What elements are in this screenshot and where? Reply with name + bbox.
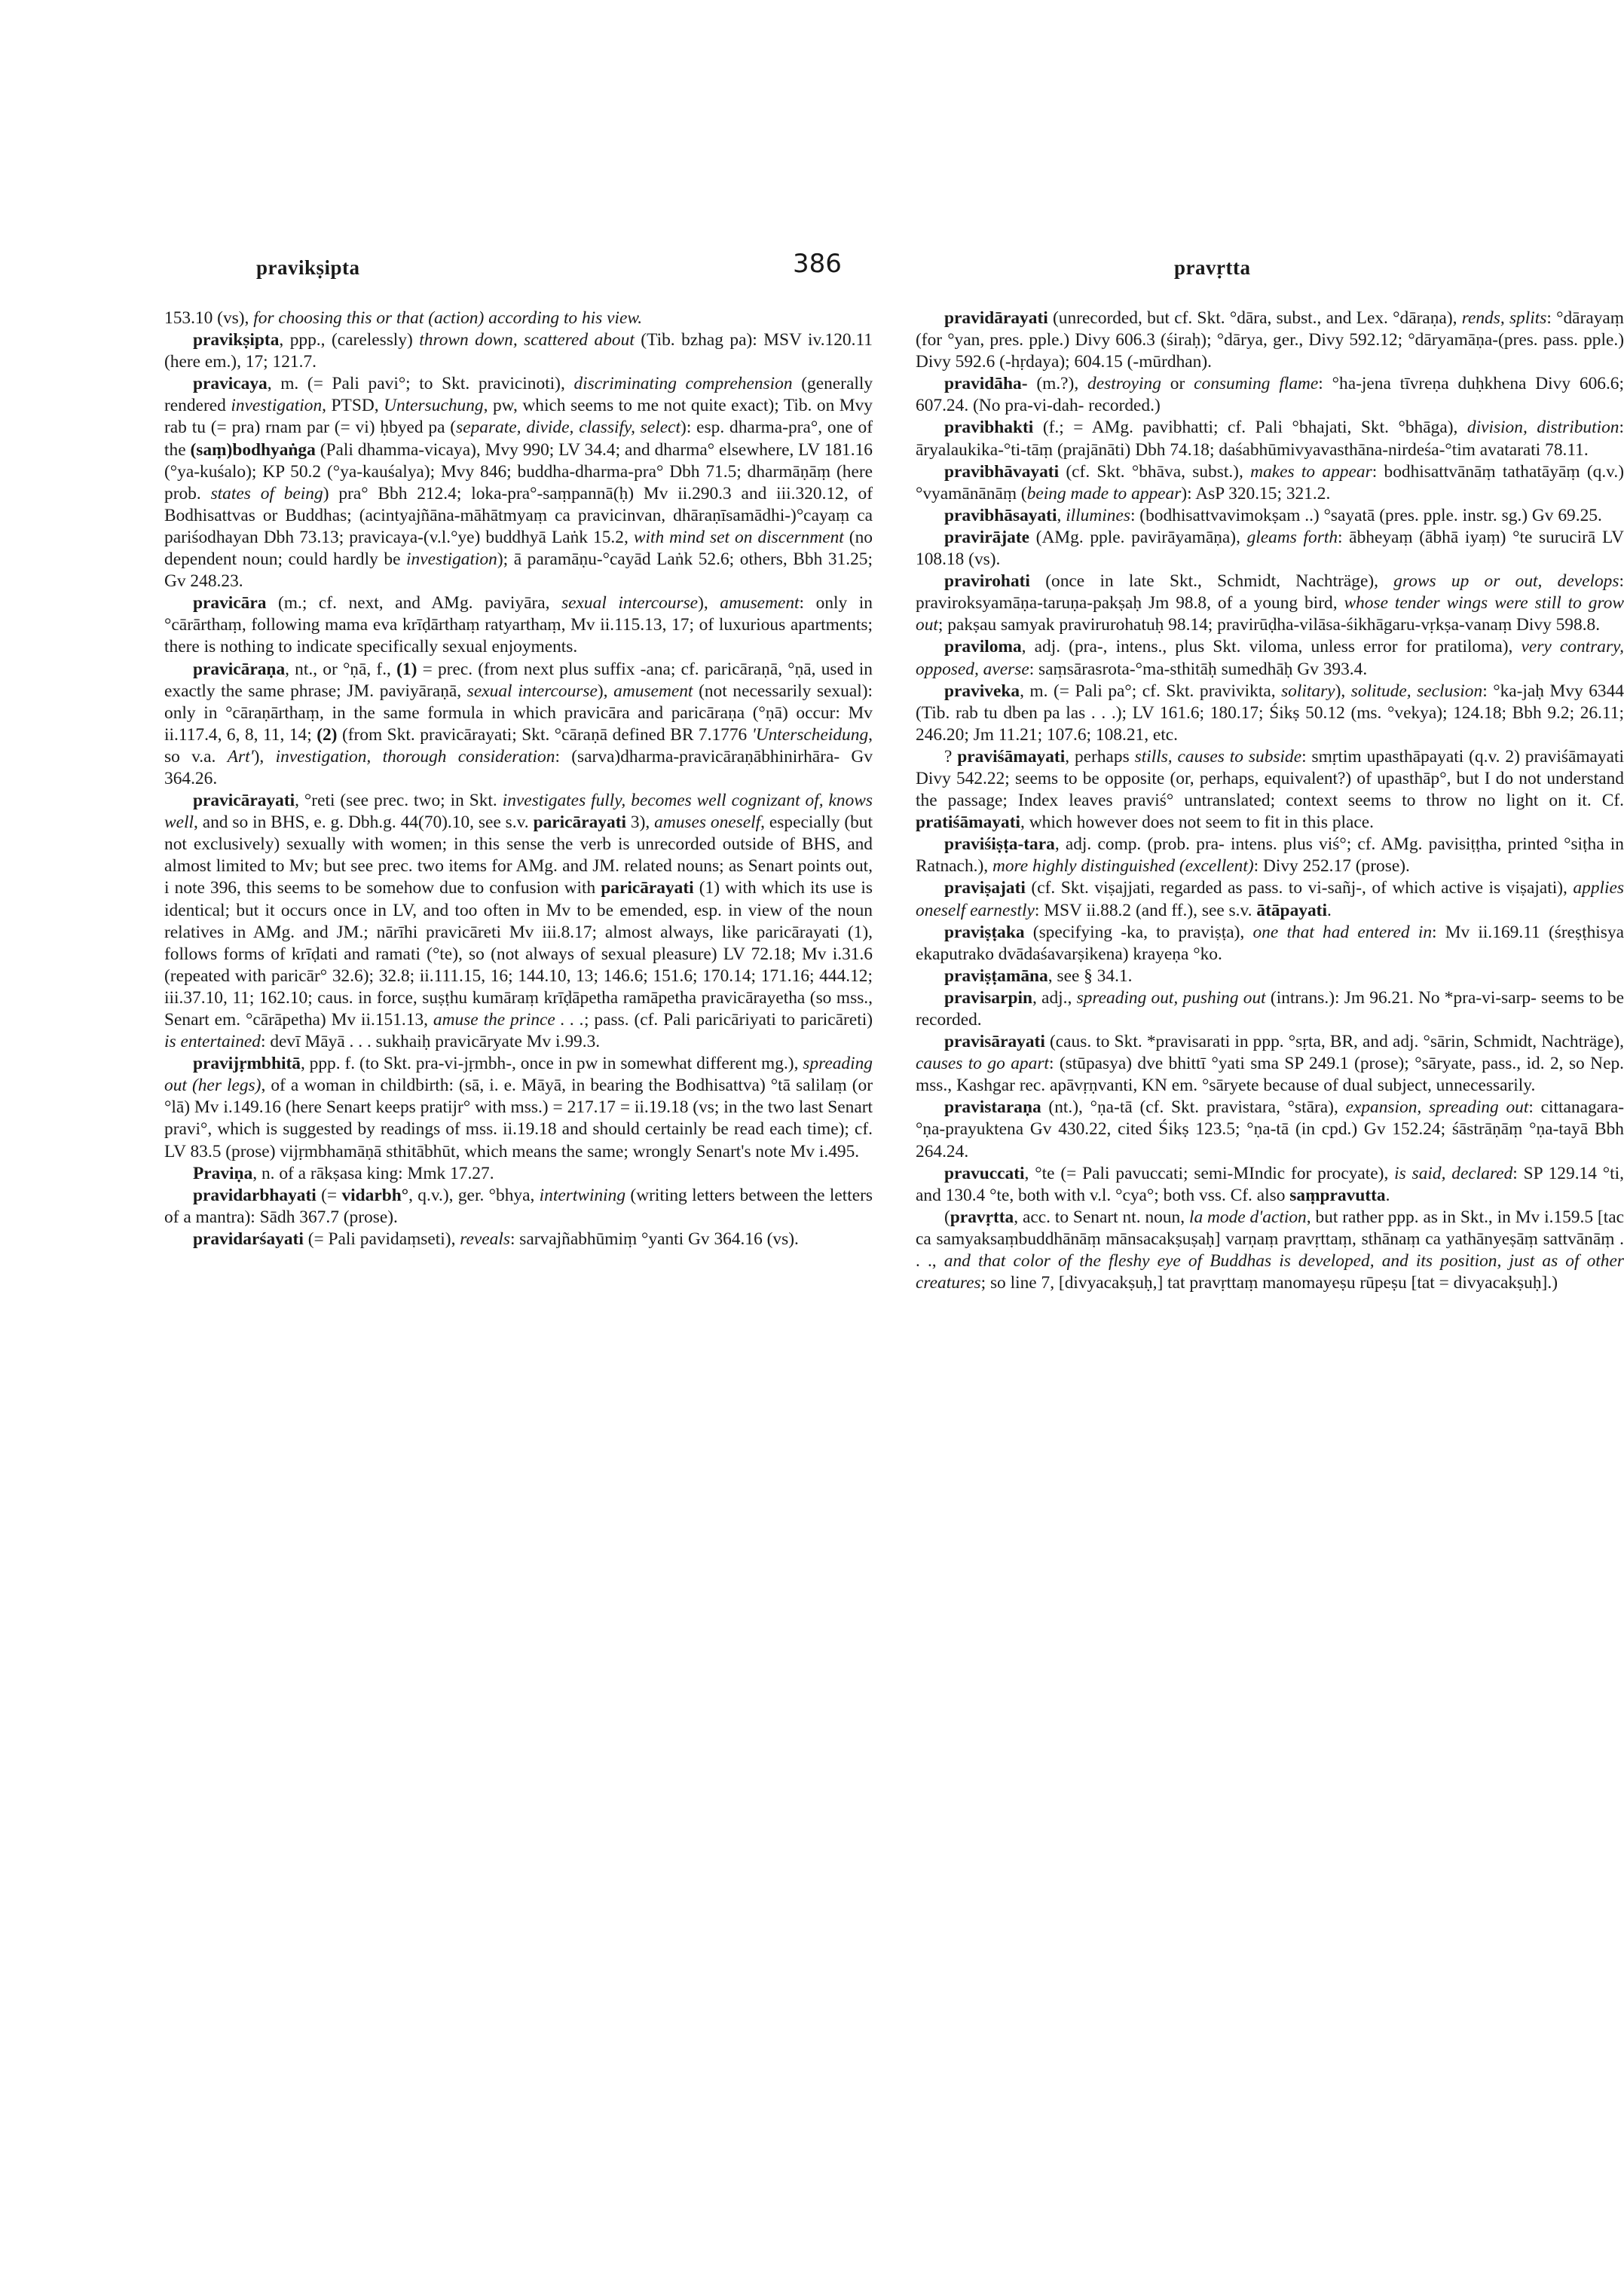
entry-text: : (sarva)dharma-pravicāraṇābhinirhāra- Gv 364.26. [164, 746, 873, 788]
dictionary-entry [164, 592, 873, 658]
headword: pravicāra [193, 593, 267, 614]
dictionary-entry [916, 681, 1624, 746]
gloss: spreading out, pushing out [1076, 987, 1266, 1008]
entry-text: : °ka-jaḥ Mvy 6344 (Tib. rab tu dben pa las . . .); LV 161.6; 180.17; Śikṣ 50.12 (ms. °vekya); 124.18; Bbh 9.2; 26.11; 246.20; Jm 11.21; 107.6; 108.21, etc. [916, 681, 1624, 745]
gloss: intertwining [539, 1185, 626, 1205]
entry-text: 3), [625, 813, 655, 833]
entry-text: : saṃsārasrota-°ma-sthitāḥ sumedhāḥ Gv 393.4. [1029, 659, 1368, 679]
gloss: reveals [460, 1229, 510, 1249]
gloss: amusement [720, 593, 800, 614]
dictionary-entry [164, 329, 873, 373]
entry-text: ), [597, 681, 614, 701]
entry-text: , n. of a rākṣasa king: Mmk 17.27. [252, 1163, 494, 1183]
gloss: 'Unterscheidung [751, 724, 869, 745]
dictionary-entry [916, 922, 1624, 966]
entry-text: , [1057, 505, 1066, 525]
entry-text: : °ha-jena tīvreṇa duḥkhena Divy 606.6; 607.24. (No pra-vi-dah- recorded.) [916, 374, 1624, 416]
gloss: investigates fully, becomes well cognizant of, knows well [164, 791, 873, 833]
entry-text: , so v.a. [164, 724, 873, 767]
gloss: thrown down, scattered about [419, 330, 635, 350]
dictionary-entry [916, 373, 1624, 417]
dictionary-entry [164, 1053, 873, 1162]
entry-text: : Mv ii.169.11 (śreṣṭhisya ekaputrako dvādaśavarṣikena) krayeṇa °ko. [916, 922, 1624, 964]
entry-text: (unrecorded, but cf. Skt. °dāra, subst., and Lex. °dāraṇa), [1047, 308, 1462, 328]
gloss: illumines [1066, 505, 1130, 525]
entry-text: ); ā paramāṇu-°cayād Laṅk 52.6; others, Bbh 31.25; Gv 248.23. [164, 549, 873, 592]
dictionary-entry [916, 417, 1624, 461]
dictionary-entry [916, 834, 1624, 877]
entry-text: . [1385, 1185, 1390, 1205]
gloss: amuse the prince . . . [433, 1010, 585, 1030]
entry-text: (m.?), [1027, 374, 1088, 394]
entry-text: , °reti (see prec. two; in Skt. [295, 791, 503, 811]
entry-text: or [1161, 374, 1194, 394]
headword: pravṛtta [950, 1207, 1014, 1227]
headword: (1) [396, 659, 417, 679]
entry-text: (specifying -ka, to praviṣṭa), [1024, 922, 1253, 942]
entry-text: ): esp. dharma-pra°, one of the [164, 418, 873, 460]
gloss: Art' [227, 746, 254, 767]
entry-text: (not necessarily sexual): only in °cāraṇārthaṃ, in the same formula in which pravicāra and paricāraṇa (°ṇā) occur: Mv ii.117.4, 6, 8, 11, 14; [164, 681, 873, 745]
entry-text: ), [253, 746, 276, 767]
headword: pravikṣipta [193, 330, 280, 350]
entry-text: (f.; = AMg. pavibhatti; cf. Pali °bhajati, Skt. °bhāga), [1033, 418, 1467, 438]
headword: saṃpravutta [1289, 1185, 1386, 1205]
gloss: with mind set on discernment [633, 527, 844, 547]
dictionary-entry [916, 571, 1624, 636]
headword: pravisārayati [944, 1032, 1045, 1052]
entry-text: ; pass. (cf. Pali paricāriyati to paricāreti) [584, 1010, 873, 1030]
headword: praviṣṭamāna [944, 966, 1048, 986]
left-column [164, 308, 873, 1250]
headword: pravicaya [193, 374, 268, 394]
gloss: grows up or out, develops [1393, 571, 1619, 592]
entry-text: ), [1335, 681, 1351, 701]
right-guide-word: pravṛtta [1174, 256, 1251, 279]
entry-text: (= [316, 1185, 342, 1205]
entry-text: (AMg. pple. pavirāyamāṇa), [1029, 527, 1247, 547]
gloss: Untersuchung [384, 396, 484, 416]
headword: pravijṛmbhitā [193, 1054, 301, 1074]
dictionary-entry [164, 1229, 873, 1250]
headword: pratiśāmayati [916, 813, 1021, 833]
dictionary-entry [164, 308, 873, 329]
gloss: is said, declared [1394, 1163, 1513, 1183]
dictionary-entry [916, 987, 1624, 1031]
dictionary-entry [916, 527, 1624, 571]
entry-text: (cf. Skt. viṣajjati, regarded as pass. to vi-sañj-, of which active is viṣajati), [1025, 878, 1574, 898]
gloss: very contrary, opposed, averse [916, 637, 1624, 679]
gloss: consuming flame [1194, 374, 1319, 394]
entry-text: : SP 129.14 °ti, and 130.4 °te, both with v.l. °cya°; both vss. Cf. also [916, 1163, 1624, 1205]
entry-text: , of a woman in childbirth: (sā, i. e. Māyā, in bearing the Bodhisattva) °tā salilaṃ (or °lā) Mv i.149.16 (here Senart keeps pratijr° with mss.) = 217.17 = ii.19.18 (vs; in the two last Senart pravi°, which is suggested by readings of mss. ii.19.18 and should certainly be read each time); cf. LV 83.5 (prose) vijṛmbhamāṇā sthitābhūt, which means the same; wrongly Senart's note Mv i.495. [164, 1076, 873, 1161]
gloss: and that color of the fleshy eye of Buddhas is developed, and its position, just as of other creatures [916, 1251, 1624, 1293]
headword: pravicārayati [193, 791, 295, 811]
entry-text: : sarvajñabhūmiṃ °yanti Gv 364.16 (vs). [509, 1229, 799, 1249]
headword: (saṃ)bodhyaṅga [190, 439, 316, 460]
headword: pravuccati [944, 1163, 1025, 1183]
entry-text: (nt.), °ṇa-tā (cf. Skt. pravistara, °stāra), [1041, 1097, 1346, 1118]
entry-text: (m.; cf. next, and AMg. paviyāra, [266, 593, 562, 614]
entry-text: , m. (= Pali pavi°; to Skt. pravicinoti), [267, 374, 574, 394]
entry-text: (Tib. bzhag pa): MSV iv.120.11 (here em.), 17; 121.7. [164, 330, 873, 372]
gloss: makes to appear [1250, 461, 1372, 482]
gloss: destroying [1087, 374, 1161, 394]
entry-text: (intrans.): Jm 96.21. No *pra-vi-sarp- seems to be recorded. [916, 987, 1624, 1030]
entry-text: : (bodhisattvavimokṣam ..) °sayatā (pres. pple. instr. sg.) Gv 69.25. [1130, 505, 1602, 525]
entry-text: (once in late Skt., Schmidt, Nachträge), [1029, 571, 1394, 592]
entry-text: (caus. to Skt. *pravisarati in ppp. °sṛta, BR, and adj. °sārin, Schmidt, Nachträge), [1044, 1032, 1624, 1052]
headword: paricārayati [533, 813, 626, 833]
entry-text: , pw, which seems to me not quite exact); Tib. on Mvy rab tu (= pra) rnam par (= vi) ḥbyed pa ( [164, 396, 873, 438]
page-number: 386 [793, 249, 842, 279]
entry-text: , nt., or °ṇā, f., [285, 659, 397, 679]
dictionary-entry [916, 877, 1624, 921]
entry-text: : cittanagara-°ṇa-prayuktena Gv 430.22, cited Śikṣ 123.5; °ṇa-tā (in cpd.) Gv 152.24; śāstrāṇāṃ °ṇa-tayā Bbh 264.24. [916, 1097, 1624, 1161]
gloss: amusement [613, 681, 693, 701]
entry-text: , ppp., (carelessly) [279, 330, 420, 350]
gloss: separate, divide, classify, select [456, 418, 681, 438]
gloss: is entertained [164, 1032, 261, 1052]
entry-text: : āryalaukika-°ti-tāṃ (prajānāti) Dbh 74.18; daśabhūmivyavasthāna-nirdeśa-°tim avatarati 78.11. [916, 418, 1624, 460]
headword: (2) [317, 724, 338, 745]
gloss: expansion, spreading out [1345, 1097, 1529, 1118]
gloss: stills, causes to subside [1134, 746, 1302, 767]
entry-text: , q.v.), ger. °bhya, [408, 1185, 540, 1205]
entry-text: : MSV ii.88.2 (and ff.), see s.v. [1034, 900, 1257, 920]
gloss: division, distribution [1466, 418, 1619, 438]
dictionary-entry [916, 1163, 1624, 1207]
gloss: solitude, seclusion [1350, 681, 1483, 701]
entry-text: : ābheyaṃ (ābhā iyaṃ) °te surucirā LV 108.18 (vs). [916, 527, 1624, 570]
entry-text: . [1326, 900, 1332, 920]
gloss: sexual intercourse [466, 681, 598, 701]
headword: pravidāha- [944, 374, 1028, 394]
gloss: investigation, thorough consideration [275, 746, 555, 767]
entry-text: : praviroksyamāṇa-taruṇa-pakṣaḥ Jm 98.8, of a young bird, [916, 571, 1624, 614]
right-column [916, 308, 1624, 1294]
headword: praviloma [944, 637, 1022, 657]
gloss: for choosing this or that (action) according to his view. [253, 308, 643, 328]
gloss: being made to appear [1026, 483, 1182, 503]
entry-text: = prec. (from next plus suffix -ana; cf. paricāraṇā, °ṇā, used in exactly the same phrase; JM. paviyāraṇā, [164, 659, 873, 701]
dictionary-entry [164, 1163, 873, 1185]
headword: pravibhāsayati [944, 505, 1057, 525]
entry-text: , adj. (pra-, intens., plus Skt. viloma, unless error for pratiloma), [1021, 637, 1522, 657]
entry-text: (cf. Skt. °bhāva, subst.), [1059, 461, 1251, 482]
entry-text: , acc. to Senart nt. noun, [1014, 1207, 1189, 1227]
headword: pravidarbhayati [193, 1185, 317, 1205]
dictionary-entry [164, 1185, 873, 1229]
dictionary-entry [916, 966, 1624, 987]
entry-text: , m. (= Pali pa°; cf. Skt. pravivikta, [1020, 681, 1282, 701]
entry-text: (generally rendered [164, 374, 873, 416]
dictionary-entry [916, 746, 1624, 834]
left-guide-word: pravikṣipta [256, 256, 360, 279]
headword: praviśiṣṭa-tara [944, 834, 1055, 855]
entry-text: (Pali dhamma-vicaya), Mvy 990; LV 34.4; and dharma° elsewhere, LV 181.16 (°ya-kuśalo); KP 50.2 (°ya-kauśalya); Mvy 846; buddha-dharma-pra° Dbh 71.5; dharmāṇāṃ (here prob. [164, 439, 873, 503]
headword: praviśāmayati [957, 746, 1066, 767]
headword: praviṣṭaka [944, 922, 1025, 942]
entry-text: : devī Māyā . . . sukhaiḥ pravicāryate Mv i.99.3. [260, 1032, 601, 1052]
entry-text: (= Pali pavidaṃseti), [303, 1229, 460, 1249]
headword: pravibhāvayati [944, 461, 1060, 482]
entry-text: : Divy 252.17 (prose). [1253, 856, 1410, 877]
headword: pravirājate [944, 527, 1030, 547]
entry-text: (writing letters between the letters of a mantra): Sādh 367.7 (prose). [164, 1185, 873, 1227]
dictionary-entry [916, 636, 1624, 680]
entry-text: (no dependent noun; could hardly be [164, 527, 873, 570]
gloss: solitary [1281, 681, 1335, 701]
gloss: causes to go apart [916, 1054, 1049, 1074]
dictionary-entry [916, 308, 1624, 373]
dictionary-entry [916, 1097, 1624, 1162]
entry-text: , ppp. f. (to Skt. pra-vi-jṛmbh-, once in pw in somewhat different mg.), [300, 1054, 803, 1074]
entry-text: , but rather ppp. as in Skt., in Mv i.159.5 [tac ca samyaksaṃbuddhānāṃ mānsacakṣuṣaḥ] varṇaṃ pravṛttaṃ, sthānaṃ ca yathānyeṣāṃ sattvānāṃ . . ., [916, 1207, 1624, 1272]
gloss: rends, splits [1461, 308, 1547, 328]
dictionary-entry [164, 373, 873, 592]
headword: pravibhakti [944, 418, 1034, 438]
gloss: states of being [210, 483, 323, 503]
entry-text: : °dārayaṃ (for °yan, pres. pple.) Divy 606.3 (śiraḥ); °dārya, ger., Divy 592.12; °dāryamāṇa-(pres. pass. pple.) Divy 592.6 (-hṛdaya); 604.15 (-mūrdhan). [916, 308, 1624, 372]
entry-text: ( [944, 1207, 950, 1227]
entry-text: : (stūpasya) dve bhittī °yati sma SP 249.1 (prose); °sāryate, pass., id. 2, so Nep. mss., Kashgar rec. apāvṛṇvanti, KN em. °sāryete because of dual subject, unnecessarily. [916, 1054, 1624, 1096]
headword: pravidārayati [944, 308, 1048, 328]
entry-text: ) pra° Bbh 212.4; loka-pra°-saṃpannā(ḥ) Mv ii.290.3 and iii.320.12, of Bodhisattvas or Buddhas; (acintyajñāna-māhātmyaṃ ca pravicinvan, dhāraṇīsamādhi-)°cayaṃ ca pariśodhayan Dbh 73.13; pravicaya-(v.l.°ye) buddhyā Laṅk 15.2, [164, 483, 873, 547]
entry-text: : smṛtim upasthāpayati (q.v. 2) praviśāmayati Divy 542.22; seems to be opposite (or, perhaps, equivalent?) of upasthāp°, but I do not understand the passage; Index leaves praviś° untranslated; context seems to throw no light on it. Cf. [916, 746, 1624, 811]
headword: Praviṇa [193, 1163, 253, 1183]
gloss: investigation [406, 549, 497, 570]
entry-text: ): AsP 320.15; 321.2. [1181, 483, 1331, 503]
headword: pravicāraṇa [193, 659, 286, 679]
gloss: whose tender wings were still to grow out [916, 593, 1624, 635]
entry-text: ? [944, 746, 958, 767]
entry-text: , which however does not seem to fit in this place. [1020, 813, 1375, 833]
entry-text: , especially (but not exclusively) sexually with women; in this sense the verb is unrecorded outside of BHS, and almost limited to Mv; but see prec. two items for AMg. and JM. related nouns; as Senart points out, i note 396, this seems to be somehow due to confusion with [164, 813, 873, 898]
headword: ātāpayati [1256, 900, 1327, 920]
entry-text: , perhaps [1065, 746, 1135, 767]
entry-text: 153.10 (vs), [164, 308, 254, 328]
headword: pravisarpin [944, 987, 1032, 1008]
dictionary-entry [164, 790, 873, 1053]
dictionary-entry [916, 1207, 1624, 1294]
gloss: one that had entered in [1252, 922, 1433, 942]
entry-text: (from Skt. pravicārayati; Skt. °cāraṇā defined BR 7.1776 [337, 724, 752, 745]
dictionary-entry [164, 659, 873, 791]
entry-text: , and so in BHS, e. g. Dbh.g. 44(70).10, see s.v. [193, 813, 534, 833]
entry-text: , adj. comp. (prob. pra- intens. plus viś°; cf. AMg. pavisiṭṭha, printed °siṭha in Ratnach.), [916, 834, 1624, 877]
entry-text: , °te (= Pali pavuccati; semi-MIndic for procyate), [1024, 1163, 1395, 1183]
entry-text: ; so line 7, [divyacakṣuḥ,] tat pravṛttaṃ manomayeṣu rūpeṣu [tat = divyacakṣuḥ].) [980, 1273, 1558, 1293]
headword: paricārayati [601, 878, 694, 898]
headword: pravidarśayati [193, 1229, 304, 1249]
entry-text: ; pakṣau samyak pravirurohatuḥ 98.14; pravirūḍha-vilāsa-śikhāgaru-vṛkṣa-vanaṃ Divy 598.8. [937, 615, 1601, 635]
gloss: spreading out (her legs) [164, 1054, 873, 1096]
headword: pravirohati [944, 571, 1030, 592]
gloss: applies oneself earnestly [916, 878, 1624, 920]
dictionary-entry [916, 1031, 1624, 1097]
gloss: investigation [231, 396, 323, 416]
headword: vidarbh° [341, 1185, 409, 1205]
gloss: sexual intercourse [561, 593, 699, 614]
entry-text: : bodhisattvānāṃ tathatāyāṃ (q.v.) °vyamānānāṃ ( [916, 461, 1624, 503]
gloss: gleams forth [1246, 527, 1338, 547]
headword: praviṣajati [944, 878, 1026, 898]
headword: praviveka [944, 681, 1020, 701]
entry-text: , PTSD, [322, 396, 384, 416]
gloss: discriminating comprehension [573, 374, 793, 394]
entry-text: (1) with which its use is identical; but it occurs once in LV, and too often in Mv to be emended, esp. in view of the noun relatives in AMg. and JM.; nārīhi pravicāreti Mv iii.8.17; almost always, like paricārayati (1), follows forms of krīḍati and ramati (°te), so (not always of sexual pleasure) LV 72.18; Mv i.31.6 (repeated with paricār° 32.6); 32.8; ii.111.15, 16; 144.10, 13; 146.6; 151.6; 170.14; 171.16; 444.12; iii.37.10, 11; 162.10; caus. in force, suṣṭhu kumāraṃ krīḍāpetha ramāpetha pravicārayetha (so mss., Senart em. °cārāpetha) Mv ii.151.13, [164, 878, 873, 1030]
entry-text: : only in °cārārthaṃ, following mama eva krīḍārthaṃ ratyarthaṃ, Mv ii.115.13, 17; of luxurious apartments; there is nothing to indicate specifically sexual enjoyments. [164, 593, 873, 657]
running-header [0, 249, 1616, 294]
entry-text: , see § 34.1. [1047, 966, 1133, 986]
dictionary-entry [916, 461, 1624, 505]
gloss: more highly distinguished (excellent) [992, 856, 1254, 877]
gloss: amuses oneself [654, 813, 761, 833]
dictionary-entry [916, 505, 1624, 527]
gloss: la mode d'action [1188, 1207, 1307, 1227]
entry-text: ), [698, 593, 720, 614]
headword: pravistaraṇa [944, 1097, 1041, 1118]
entry-text: , adj., [1032, 987, 1077, 1008]
